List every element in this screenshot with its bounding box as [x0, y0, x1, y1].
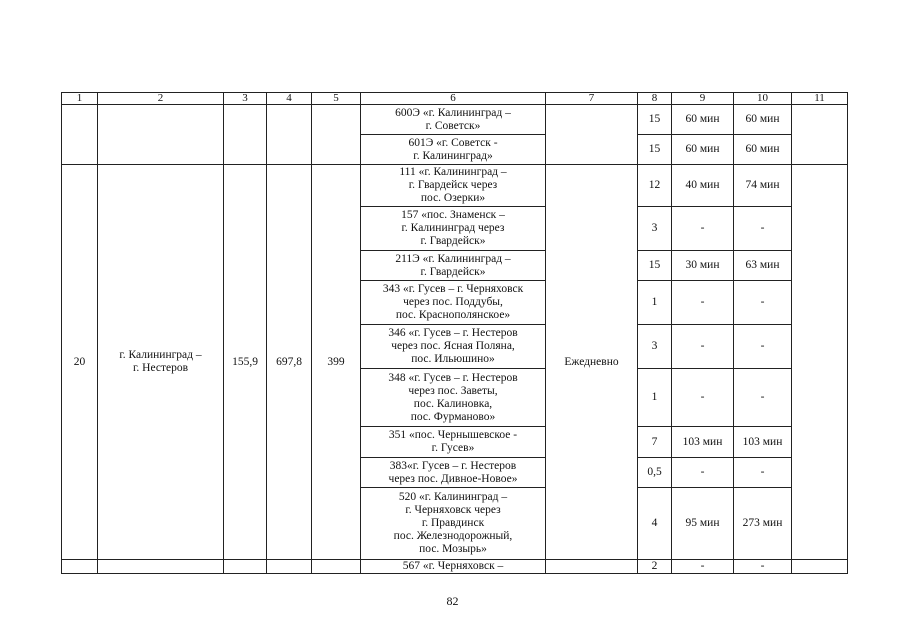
- frequency-cell: 7: [638, 427, 672, 458]
- empty-cell: [792, 560, 848, 574]
- interval-cell: -: [672, 281, 734, 325]
- table-row: [62, 105, 848, 135]
- frequency-cell: 4: [638, 488, 672, 560]
- interval-cell: 40 мин: [672, 165, 734, 207]
- frequency-cell: 15: [638, 135, 672, 165]
- empty-cell: [98, 105, 224, 165]
- empty-cell: [546, 105, 638, 165]
- route-cell: 346 «г. Гусев – г. Нестеров через пос. Ясная Поляна, пос. Ильюшино»: [361, 325, 546, 369]
- travel-time-cell: 103 мин: [734, 427, 792, 458]
- empty-cell: [62, 105, 98, 165]
- frequency-cell: 15: [638, 105, 672, 135]
- travel-time-cell: -: [734, 281, 792, 325]
- empty-cell: [62, 560, 98, 574]
- route-name: г. Калининград – г. Нестеров: [98, 165, 224, 560]
- empty-cell: [792, 165, 848, 560]
- interval-cell: 95 мин: [672, 488, 734, 560]
- page-number: 82: [446, 594, 459, 608]
- empty-cell: [546, 560, 638, 574]
- value-cell: 399: [312, 165, 361, 560]
- travel-time-cell: 63 мин: [734, 251, 792, 281]
- frequency-cell: 3: [638, 207, 672, 251]
- row-number: 20: [62, 165, 98, 560]
- route-cell: 351 «пос. Чернышевское - г. Гусев»: [361, 427, 546, 458]
- empty-cell: [312, 105, 361, 165]
- col-header: 7: [546, 93, 638, 105]
- frequency-cell: 1: [638, 281, 672, 325]
- empty-cell: [224, 560, 267, 574]
- interval-cell: 60 мин: [672, 105, 734, 135]
- route-cell: 111 «г. Калининград – г. Гвардейск через пос. Озерки»: [361, 165, 546, 207]
- travel-time-cell: 60 мин: [734, 135, 792, 165]
- interval-cell: -: [672, 560, 734, 574]
- interval-cell: 60 мин: [672, 135, 734, 165]
- length-cell: 155,9: [224, 165, 267, 560]
- col-header: 3: [224, 93, 267, 105]
- frequency-cell: 3: [638, 325, 672, 369]
- empty-cell: [267, 105, 312, 165]
- route-cell: 211Э «г. Калининград – г. Гвардейск»: [361, 251, 546, 281]
- table-row: [62, 560, 848, 574]
- travel-time-cell: -: [734, 207, 792, 251]
- travel-time-cell: -: [734, 369, 792, 427]
- travel-time-cell: -: [734, 560, 792, 574]
- empty-cell: [267, 560, 312, 574]
- interval-cell: -: [672, 369, 734, 427]
- frequency-cell: 15: [638, 251, 672, 281]
- travel-time-cell: 60 мин: [734, 105, 792, 135]
- table-row: [62, 165, 848, 207]
- col-header: 10: [734, 93, 792, 105]
- route-cell: 383«г. Гусев – г. Нестеров через пос. Дивное-Новое»: [361, 458, 546, 488]
- frequency-cell: 0,5: [638, 458, 672, 488]
- frequency-cell: 12: [638, 165, 672, 207]
- travel-time-cell: 273 мин: [734, 488, 792, 560]
- travel-time-cell: -: [734, 458, 792, 488]
- interval-cell: -: [672, 207, 734, 251]
- header-row: [62, 93, 848, 105]
- interval-cell: 30 мин: [672, 251, 734, 281]
- route-cell: 348 «г. Гусев – г. Нестеров через пос. Заветы, пос. Калиновка, пос. Фурманово»: [361, 369, 546, 427]
- empty-cell: [312, 560, 361, 574]
- route-table: [61, 92, 848, 574]
- col-header: 6: [361, 93, 546, 105]
- route-cell: 343 «г. Гусев – г. Черняховск через пос. Поддубы, пос. Краснополянское»: [361, 281, 546, 325]
- interval-cell: 103 мин: [672, 427, 734, 458]
- interval-cell: -: [672, 325, 734, 369]
- col-header: 4: [267, 93, 312, 105]
- frequency-cell: 1: [638, 369, 672, 427]
- route-cell: 601Э «г. Советск - г. Калининград»: [361, 135, 546, 165]
- route-cell: 600Э «г. Калининград – г. Советск»: [361, 105, 546, 135]
- schedule-cell: Ежедневно: [546, 165, 638, 560]
- empty-cell: [792, 105, 848, 165]
- empty-cell: [98, 560, 224, 574]
- route-cell: 567 «г. Черняховск –: [361, 560, 546, 574]
- value-cell: 697,8: [267, 165, 312, 560]
- frequency-cell: 2: [638, 560, 672, 574]
- col-header: 1: [62, 93, 98, 105]
- col-header: 2: [98, 93, 224, 105]
- travel-time-cell: 74 мин: [734, 165, 792, 207]
- travel-time-cell: -: [734, 325, 792, 369]
- route-cell: 520 «г. Калининград – г. Черняховск через г. Правдинск пос. Железнодорожный, пос. Мозырь»: [361, 488, 546, 560]
- col-header: 9: [672, 93, 734, 105]
- route-cell: 157 «пос. Знаменск – г. Калининград через г. Гвардейск»: [361, 207, 546, 251]
- empty-cell: [224, 105, 267, 165]
- col-header: 8: [638, 93, 672, 105]
- col-header: 11: [792, 93, 848, 105]
- interval-cell: -: [672, 458, 734, 488]
- col-header: 5: [312, 93, 361, 105]
